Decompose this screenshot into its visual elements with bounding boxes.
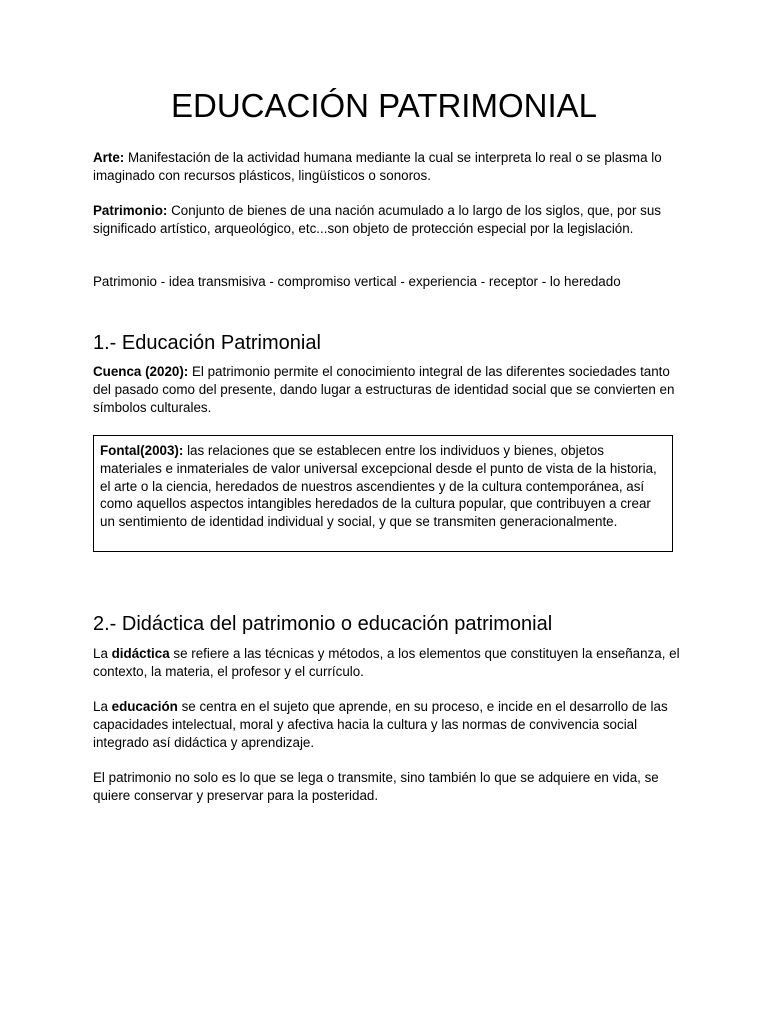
educacion-paragraph: [93, 698, 683, 751]
educacion-term: educación: [111, 699, 178, 714]
cuenca-text: El patrimonio permite el conocimiento integral de las diferentes sociedades tanto del pasado como del presente, dando lugar a estructuras de identidad social que se convierten en símbolos culturales.: [93, 364, 675, 415]
cuenca-definition: [93, 363, 683, 416]
closing-paragraph: El patrimonio no solo es lo que se lega o transmite, sino también lo que se adquiere en vida, se quiere conservar y preservar para la posteridad.: [93, 770, 659, 803]
didactica-term: didáctica: [111, 646, 170, 661]
fontal-text: las relaciones que se establecen entre los individuos y bienes, objetos materiales e inmateriales de valor universal excepcional desde el punto de vista de la historia, el arte o la ciencia, heredados de nuestros ascendientes y de la cultura contemporánea, así como aquellos aspectos intangibles heredados de la cultura popular, que contribuyen a crear un sentimiento de identidad individual y social, y que se transmiten generacionalmente.: [100, 443, 657, 530]
educacion-text: se centra en el sujeto que aprende, en su proceso, e incide en el desarrollo de las capacidades intelectual, moral y afectiva hacia la cultura y las normas de convivencia social integrado así didáctica y aprendizaje.: [93, 699, 668, 750]
section1-heading: 1.- Educación Patrimonial: [93, 332, 321, 354]
didactica-paragraph: [93, 645, 683, 681]
arte-term: Arte:: [93, 150, 125, 165]
document-title: EDUCACIÓN PATRIMONIAL: [171, 87, 597, 124]
educacion-prefix: La: [93, 699, 112, 714]
fontal-definition-box: [93, 435, 673, 552]
patrimonio-keywords: Patrimonio - idea transmisiva - compromiso vertical - experiencia - receptor - lo heredado: [93, 274, 621, 289]
arte-definition: [93, 149, 683, 185]
fontal-term: Fontal(2003):: [100, 443, 184, 458]
patrimonio-text: Conjunto de bienes de una nación acumulado a lo largo de los siglos, que, por sus significado artístico, arqueológico, etc...son objeto de protección especial por la legislación.: [93, 203, 661, 236]
didactica-prefix: La: [93, 646, 112, 661]
arte-text: Manifestación de la actividad humana mediante la cual se interpreta lo real o se plasma lo imaginado con recursos plásticos, lingüísticos o sonoros.: [93, 150, 662, 183]
didactica-text: se refiere a las técnicas y métodos, a los elementos que constituyen la enseñanza, el contexto, la materia, el profesor y el currículo.: [93, 646, 680, 679]
patrimonio-definition: [93, 202, 683, 238]
cuenca-term: Cuenca (2020):: [93, 364, 189, 379]
section2-heading: 2.- Didáctica del patrimonio o educación patrimonial: [93, 613, 553, 635]
patrimonio-term: Patrimonio:: [93, 203, 168, 218]
